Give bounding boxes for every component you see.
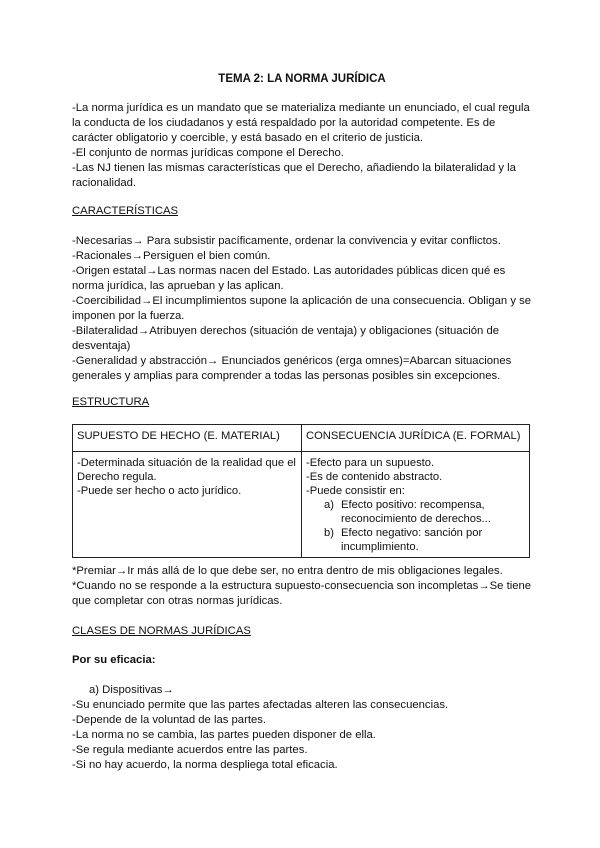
list-item: -La norma no se cambia, las partes pueden disponer de ella. <box>72 729 376 741</box>
sub-item-text: Efecto negativo: sanción por <box>341 527 483 539</box>
clases-heading: CLASES DE NORMAS JURÍDICAS <box>72 625 251 637</box>
list-item: -Generalidad y abstracción→ Enunciados genéricos (erga omnes)=Abarcan situaciones generales y amplias para comprender a todas las personas posibles sin excepciones. <box>72 355 512 382</box>
page-title: TEMA 2: LA NORMA JURÍDICA <box>218 73 386 85</box>
sub-item-letter: a) <box>324 499 334 511</box>
estructura-table <box>72 424 530 558</box>
list-item: -Depende de la voluntad de las partes. <box>72 714 267 726</box>
intro-paragraph: -Las NJ tienen las mismas características que el Derecho, añadiendo la bilateralidad y la racionalidad. <box>72 162 516 189</box>
cell-line: -Puede consistir en: <box>306 485 405 497</box>
col1-header: SUPUESTO DE HECHO (E. MATERIAL) <box>73 425 302 452</box>
sub-item <box>306 526 525 554</box>
list-item: -Origen estatal→Las normas nacen del Estado. Las autoridades públicas dicen qué es norma jurídica, las aprueban y las aplican. <box>72 265 506 292</box>
sub-item <box>306 498 525 526</box>
intro-paragraph: -El conjunto de normas jurídicas compone el Derecho. <box>72 147 344 159</box>
cell-line: -Efecto para un supuesto. <box>306 457 435 469</box>
sub-item-text: reconocimiento de derechos... <box>341 513 491 525</box>
estructura-heading: ESTRUCTURA <box>72 396 150 408</box>
table-row <box>73 452 530 558</box>
list-item-a: a) Dispositivas→ <box>89 684 174 696</box>
cell-line: -Determinada situación de la realidad que el Derecho regula. <box>77 457 296 483</box>
intro-section <box>72 101 532 191</box>
clases-list <box>72 683 532 773</box>
note: *Cuando no se responde a la estructura supuesto-consecuencia son incompletas→Se tiene que completar con otras normas jurídicas. <box>72 580 532 607</box>
sub-item-text: Efecto positivo: recompensa, <box>341 499 485 511</box>
table-header-row <box>73 425 530 452</box>
notes-section <box>72 564 532 609</box>
caracteristicas-list <box>72 234 532 384</box>
cell-line: -Es de contenido abstracto. <box>306 471 443 483</box>
sub-item-letter: b) <box>324 527 334 539</box>
list-item: -Racionales→Persiguen el bien común. <box>72 250 271 262</box>
cell-line: -Puede ser hecho o acto jurídico. <box>77 485 242 497</box>
consecuencia-cell <box>302 452 530 558</box>
list-item: -Su enunciado permite que las partes afectadas alteren las consecuencias. <box>72 699 449 711</box>
clases-subheading: Por su eficacia: <box>72 654 156 666</box>
list-item: -Coercibilidad→El incumplimientos supone la aplicación de una consecuencia. Obligan y se imponen por la fuerza. <box>72 295 532 322</box>
col2-header: CONSECUENCIA JURÍDICA (E. FORMAL) <box>302 425 530 452</box>
list-item: -Necesarias→ Para subsistir pacíficamente, ordenar la convivencia y evitar conflictos. <box>72 235 501 247</box>
supuesto-cell <box>73 452 302 558</box>
list-item: -Se regula mediante acuerdos entre las partes. <box>72 744 308 756</box>
caracteristicas-heading: CARACTERÍSTICAS <box>72 205 179 217</box>
note: *Premiar→Ir más allá de lo que debe ser, no entra dentro de mis obligaciones legales. <box>72 565 503 577</box>
list-item: -Si no hay acuerdo, la norma despliega total eficacia. <box>72 759 338 771</box>
list-item: -Bilateralidad→Atribuyen derechos (situación de ventaja) y obligaciones (situación de desventaja) <box>72 325 500 352</box>
intro-paragraph: -La norma jurídica es un mandato que se materializa mediante un enunciado, el cual regula la conducta de los ciudadanos y está respaldado por la autoridad competente. Es de carácter obligatorio y coercible, y está basado en el criterio de justicia. <box>72 102 530 144</box>
sub-item-text: incumplimiento. <box>341 541 419 553</box>
